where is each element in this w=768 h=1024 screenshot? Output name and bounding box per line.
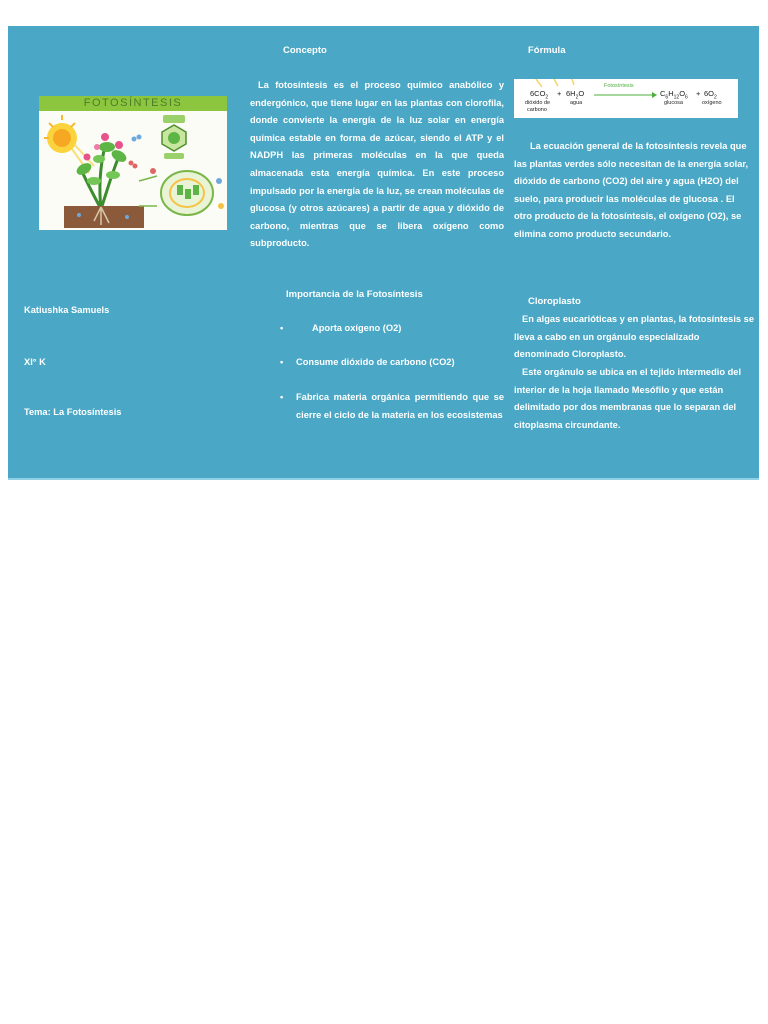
bullet-icon: •: [280, 323, 284, 333]
formula-heading: Fórmula: [528, 45, 566, 56]
photosynthesis-equation: $6CO_2$ + $6H_2O$ Fotosíntesis $C_6H_{12}O_6$ + $6O_2$ dióxido de carbono agua glucosa oxígeno: [514, 79, 738, 118]
author-name: Katiushka Samuels: [24, 305, 110, 315]
concept-text: La fotosíntesis es el proceso químico anabólico y endergónico, que tiene lugar en las plantas con clorofila, donde convierte la energía de la luz solar en energía química estable en forma de azúcar, siendo el ATP y el NADPH las primeras moléculas en la que queda almacenada esta energía química. En este proceso impulsado por la energía de la luz, se crean moléculas de glucosa (y otros azúcares) a partir de agua y dióxido de carbono, mientras que se libera oxígeno como subproducto.: [250, 80, 504, 249]
bullet-icon: •: [280, 392, 284, 402]
chloroplast-heading: Cloroplasto: [528, 296, 581, 307]
formula-text: La ecuación general de la fotosíntesis revela que las plantas verdes sólo necesitan de la energía solar, dióxido de carbono (CO2) del aire y agua (H2O) del suelo, para producir las moléculas de glucosa . El otro producto de la fotosíntesis, el oxígeno (O2), se elimina como producto secundario.: [514, 141, 749, 239]
chloroplast-paragraph-2: Este orgánulo se ubica en el tejido intermedio del interior de la hoja llamado Mesófilo y que están delimitado por dos membranas que lo separan del citoplasma circundante.: [514, 367, 742, 430]
infographic-title: FOTOSÍNTESIS: [83, 97, 183, 109]
arrow-label: Fotosíntesis: [604, 83, 634, 89]
chloroplast-paragraph-1: En algas eucarióticas y en plantas, la fotosíntesis se lleva a cabo en un orgánulo especializado denominado Cloroplasto.: [514, 314, 754, 360]
brochure-panel: [8, 26, 759, 480]
concept-heading: Concepto: [283, 45, 327, 56]
importance-item: • Fabrica materia orgánica permitiendo que se cierre el ciclo de la materia en los ecosistemas: [296, 389, 504, 424]
grade-label: XI° K: [24, 357, 46, 367]
infographic-illustration: [39, 111, 227, 230]
infographic-banner: [39, 96, 227, 111]
photosynthesis-infographic: [39, 96, 227, 230]
importance-heading: Importancia de la Fotosíntesis: [286, 289, 423, 300]
topic-label: Tema: La Fotosíntesis: [24, 407, 122, 417]
importance-item: • Aporta oxígeno (O2): [296, 320, 401, 338]
importance-item: • Consume dióxido de carbono (CO2): [296, 354, 455, 372]
bullet-icon: •: [280, 357, 284, 367]
